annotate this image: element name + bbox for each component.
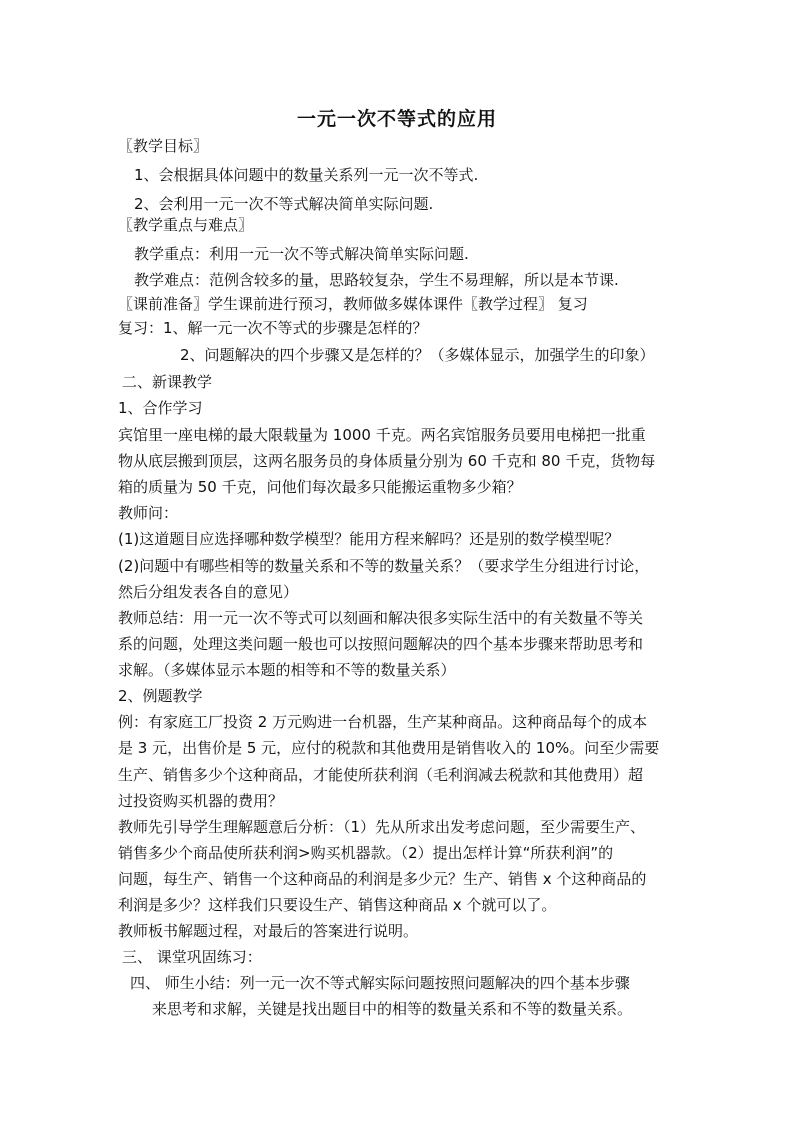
example-line: 是 3 元，出售价是 5 元，应付的税款和其他费用是销售收入的 10%。问至少需要 (118, 739, 660, 757)
example-line: 过投资购买机器的费用？ (118, 792, 284, 810)
objective-item-2: 2、会利用一元一次不等式解决简单实际问题. (134, 195, 434, 213)
analysis-line: 问题，每生产、销售一个这种商品的利润是多少元？生产、销售 x 个这种商品的 (118, 870, 647, 888)
teacher-summary-line: 求解。（多媒体显示本题的相等和不等的数量关系） (118, 661, 456, 679)
section-heading-summary: 四、 师生小结：列一元一次不等式解实际问题按照问题解决的四个基本步骤 (130, 974, 630, 992)
section-heading-key-points: 〖教学重点与难点〗 (118, 216, 254, 234)
review-line-2: 2、问题解决的四个步骤又是怎样的？（多媒体显示，加强学生的印象） (180, 346, 655, 364)
review-line-1: 复习：1、解一元一次不等式的步骤是怎样的？ (118, 319, 428, 337)
example-line: 例：有家庭工厂投资 2 万元购进一台机器，生产某种商品。这种商品每个的成本 (118, 713, 648, 731)
teacher-asks-label: 教师问： (118, 504, 179, 522)
objective-item-1: 1、会根据具体问题中的数量关系列一元一次不等式. (134, 166, 479, 184)
paragraph-line: 物从底层搬到顶层，这两名服务员的身体质量分别为 60 千克和 80 千克，货物每 (118, 452, 656, 470)
question-1: (1)这道题目应选择哪种数学模型？能用方程来解吗？还是别的数学模型呢？ (118, 530, 620, 548)
question-2: (2)问题中有哪些相等的数量关系和不等的数量关系？（要求学生分组进行讨论， (118, 557, 650, 575)
subheading-example-teaching: 2、例题教学 (118, 687, 203, 705)
teacher-summary-line: 系的问题，处理这类问题一般也可以按照问题解决的四个基本步骤来帮助思考和 (118, 635, 644, 653)
example-line: 生产、销售多少个这种商品，才能使所获利润（毛利润减去税款和其他费用）超 (118, 766, 644, 784)
difficult-point-line: 教学难点：范例含较多的量，思路较复杂，学生不易理解，所以是本节课. (134, 271, 619, 289)
section-heading-practice: 三、 课堂巩固练习： (122, 948, 262, 966)
blackboard-line: 教师板书解题过程，对最后的答案进行说明。 (118, 922, 419, 940)
analysis-line: 销售多少个商品使所获利润>购买机器款。（2）提出怎样计算“所获利润”的 (118, 844, 614, 862)
section-heading-new-lesson: 二、新课教学 (122, 373, 213, 391)
key-point-line: 教学重点：利用一元一次不等式解决简单实际问题. (134, 245, 469, 263)
paragraph-line: 箱的质量为 50 千克，问他们每次最多只能搬运重物多少箱？ (118, 478, 522, 496)
document-title: 一元一次不等式的应用 (296, 108, 497, 130)
paragraph-line: 宾馆里一座电梯的最大限载量为 1000 千克。两名宾馆服务员要用电梯把一批重 (118, 426, 646, 444)
question-2-continued: 然后分组发表各自的意见） (118, 583, 299, 601)
summary-continued: 来思考和求解，关键是找出题目中的相等的数量关系和不等的数量关系。 (152, 1000, 633, 1018)
teacher-summary-line: 教师总结：用一元一次不等式可以刻画和解决很多实际生活中的有关数量不等关 (118, 609, 644, 627)
analysis-line: 教师先引导学生理解题意后分析：（1）先从所求出发考虑问题，至少需要生产、 (118, 818, 646, 836)
subheading-cooperative-learning: 1、合作学习 (118, 399, 203, 417)
preparation-line: 〖课前准备〗学生课前进行预习，教师做多媒体课件〖教学过程〗 复习 (118, 295, 588, 313)
section-heading-objectives: 〖教学目标〗 (118, 137, 209, 155)
analysis-line: 利润是多少？这样我们只要设生产、销售这种商品 x 个就可以了。 (118, 896, 557, 914)
